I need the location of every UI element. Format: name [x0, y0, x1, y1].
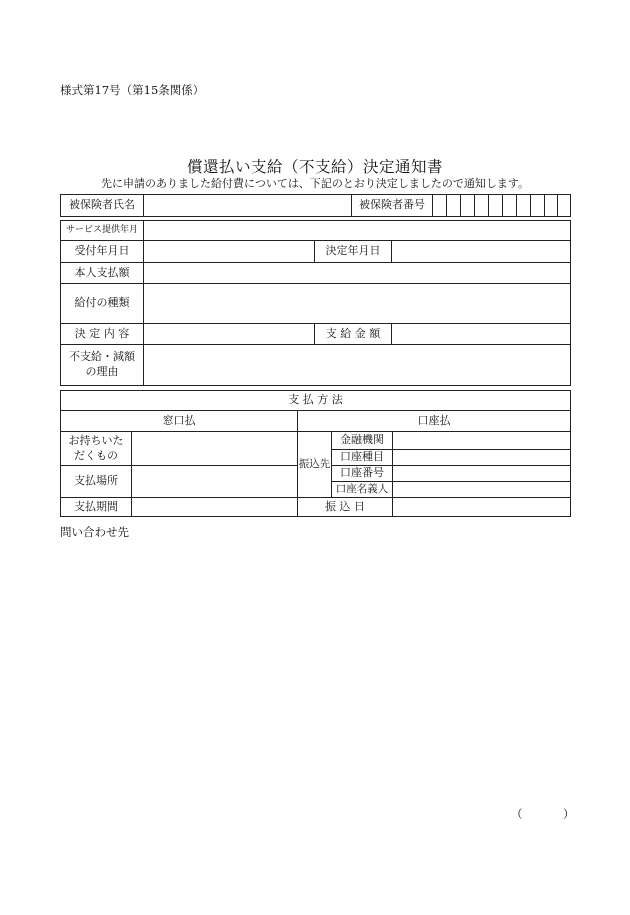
- service-month-label: サービス提供年月: [61, 221, 144, 241]
- benefit-type-label: 給付の種類: [61, 284, 144, 324]
- insured-number-digit[interactable]: [489, 195, 503, 217]
- insured-name-field[interactable]: [144, 195, 352, 217]
- footer-paren-open: （: [511, 807, 523, 821]
- transfer-to-label: 振込先: [298, 432, 332, 498]
- footer-paren-close: ）: [563, 807, 575, 821]
- period-field[interactable]: [132, 498, 298, 517]
- period-label: 支払期間: [61, 498, 132, 517]
- transfer-payment-label: 口座払: [298, 411, 571, 432]
- insured-number-digit[interactable]: [531, 195, 545, 217]
- account-holder-field[interactable]: [393, 482, 571, 498]
- form-number: 様式第17号（第15条関係）: [60, 83, 205, 97]
- reason-field[interactable]: [144, 345, 571, 386]
- service-month-field[interactable]: [144, 221, 571, 241]
- account-type-field[interactable]: [393, 450, 571, 466]
- bank-label: 金融機関: [332, 432, 393, 450]
- bring-items-field[interactable]: [132, 432, 298, 466]
- place-label: 支払場所: [61, 466, 132, 498]
- insured-number-label: 被保険者番号: [352, 195, 433, 217]
- bring-items-line2: だくもの: [74, 448, 118, 462]
- payment-amount-label: 支 給 金 額: [315, 324, 392, 345]
- decision-date-field[interactable]: [392, 241, 571, 263]
- bring-items-label: [61, 432, 132, 466]
- insured-number-digit[interactable]: [433, 195, 447, 217]
- account-holder-label: 口座名義人: [332, 482, 393, 498]
- decision-date-label: 決定年月日: [315, 241, 392, 263]
- reason-label-line2: の理由: [85, 365, 119, 378]
- payment-table: [60, 390, 571, 517]
- reason-label: [61, 345, 144, 386]
- bring-items-line1: お持ちいた: [68, 433, 124, 447]
- account-number-field[interactable]: [393, 466, 571, 482]
- insured-number-digit[interactable]: [503, 195, 517, 217]
- insured-number-digit[interactable]: [461, 195, 475, 217]
- account-number-label: 口座番号: [332, 466, 393, 482]
- payment-method-header: 支 払 方 法: [61, 391, 571, 411]
- insured-number-digit[interactable]: [545, 195, 558, 217]
- payment-amount-field[interactable]: [392, 324, 571, 345]
- bank-field[interactable]: [393, 432, 571, 450]
- place-field[interactable]: [132, 466, 298, 498]
- transfer-date-field[interactable]: [393, 498, 571, 517]
- decision-table: [60, 220, 571, 386]
- insured-number-digit[interactable]: [475, 195, 489, 217]
- received-date-field[interactable]: [144, 241, 315, 263]
- insured-table: [60, 194, 571, 217]
- decision-content-label: 決 定 内 容: [61, 324, 144, 345]
- insured-number-digit[interactable]: [558, 195, 571, 217]
- self-paid-label: 本人支払額: [61, 263, 144, 284]
- benefit-type-field[interactable]: [144, 284, 571, 324]
- window-payment-label: 窓口払: [61, 411, 298, 432]
- notice-text: 先に申請のありました給付費については、下記のとおり決定しましたので通知します。: [101, 177, 529, 190]
- insured-number-digit[interactable]: [447, 195, 461, 217]
- received-date-label: 受付年月日: [61, 241, 144, 263]
- insured-number-digit[interactable]: [517, 195, 531, 217]
- insured-name-label: 被保険者氏名: [61, 195, 144, 217]
- page-title: 償還払い支給（不支給）決定通知書: [186, 158, 443, 176]
- contact-label: 問い合わせ先: [60, 525, 129, 539]
- self-paid-field[interactable]: [144, 263, 571, 284]
- reason-label-line1: 不支給・減額: [69, 350, 135, 364]
- decision-content-field[interactable]: [144, 324, 315, 345]
- account-type-label: 口座種目: [332, 450, 393, 466]
- transfer-date-label: 振 込 日: [298, 498, 393, 517]
